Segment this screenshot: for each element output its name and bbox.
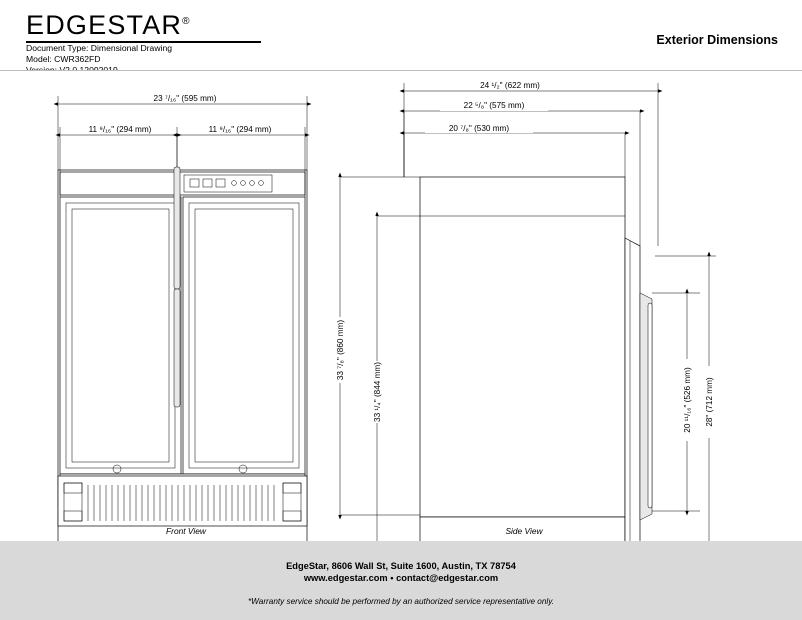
- brand-name: EDGESTAR: [26, 10, 183, 40]
- footer-contact: www.edgestar.com • contact@edgestar.com: [303, 573, 499, 583]
- dim-front-right-door-width: 11 ⁹/₁₆" (294 mm): [208, 125, 272, 134]
- side-view-label: Side View: [505, 526, 543, 536]
- page-footer: [0, 541, 802, 620]
- dim-front-overall-width: 23 ⁷/₁₆" (595 mm): [153, 94, 217, 103]
- drawing-area: [0, 71, 802, 541]
- dim-front-left-door-width: 11 ⁹/₁₆" (294 mm): [88, 125, 152, 134]
- technical-drawing-svg: [0, 71, 802, 541]
- dim-side-depth-body: 20 ⁷/₈" (530 mm): [448, 124, 510, 133]
- dim-height-inner: 33 ¹/₄" (844 mm): [373, 362, 382, 422]
- document-type: Document Type: Dimensional Drawing: [26, 43, 173, 53]
- footer-address: EdgeStar, 8606 Wall St, Suite 1600, Austin, TX 78754: [286, 561, 516, 571]
- page-header: [0, 0, 802, 70]
- dim-side-height-inner: 20 ¹¹/₁₆" (526 mm): [683, 367, 692, 433]
- height-dimensions: [333, 177, 420, 541]
- front-view-group: [58, 137, 307, 541]
- dim-side-height-outer: 28" (712 mm): [705, 377, 714, 427]
- footer-warranty-note: *Warranty service should be performed by an authorized service representative only.: [248, 597, 554, 606]
- side-view-group: [356, 177, 652, 541]
- dim-height-outer: 33 ⁷/₈" (860 mm): [336, 319, 345, 381]
- registered-mark: ®: [182, 16, 191, 27]
- page-title: Exterior Dimensions: [656, 33, 778, 47]
- brand-logo: [26, 10, 191, 41]
- front-view-label: Front View: [166, 526, 206, 536]
- dim-side-depth-total: 24 ¹/₂" (622 mm): [480, 81, 540, 90]
- dim-side-depth-mid: 22 ⁵/₈" (575 mm): [463, 101, 525, 110]
- model-number: Model: CWR362FD: [26, 54, 101, 65]
